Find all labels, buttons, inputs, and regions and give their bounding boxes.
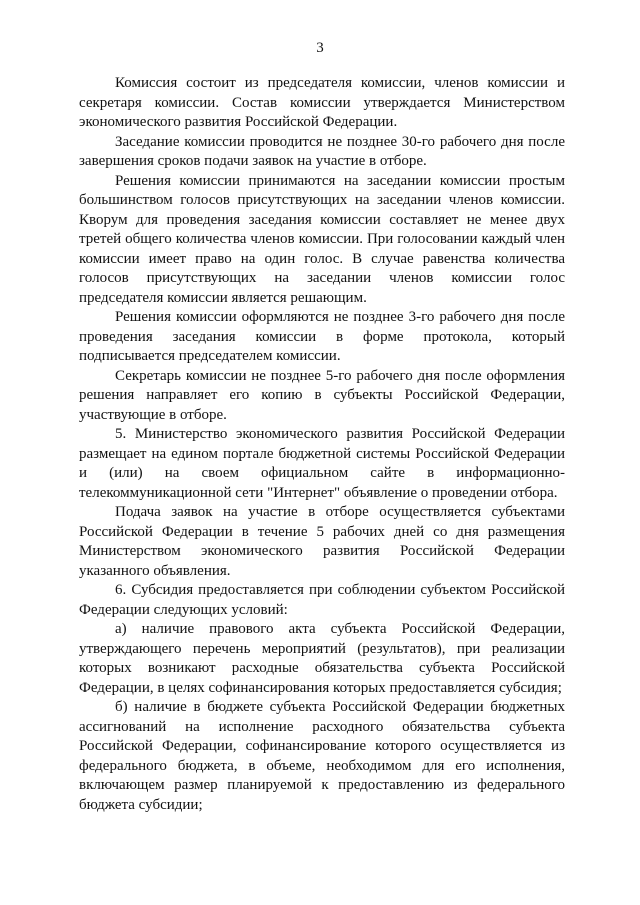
paragraph-item-5: 5. Министерство экономического развития Российской Федерации размещает на едином портале бюджетной системы Российской Федерации и (или) на своем официальном сайте в информационно-телекоммуникационной сети "Интернет" объявление о проведении отбора. — [79, 426, 565, 501]
paragraph-commission-decisions: Решения комиссии принимаются на заседании комиссии простым большинством голосов присутствующих на заседании членов комиссии. Кворум для проведения заседания комиссии составляет не менее двух третей общего количества членов комиссии. При голосовании каждый член комиссии имеет право на один голос. В случае равенства количества голосов присутствующих на заседании членов комиссии голос председателя комиссии является решающим. — [79, 172, 565, 306]
paragraph-item-6: 6. Субсидия предоставляется при соблюдении субъектом Российской Федерации следующих условий: — [79, 582, 565, 618]
paragraph-condition-a: а) наличие правового акта субъекта Российской Федерации, утверждающего перечень мероприятий (результатов), при реализации которых возникают расходные обязательства субъекта Российской Федерации, в целях софинансирования которых предоставляется субсидия; — [79, 621, 565, 696]
paragraph-commission-meeting: Заседание комиссии проводится не позднее 30-го рабочего дня после завершения сроков подачи заявок на участие в отборе. — [79, 133, 565, 169]
page-number: 3 — [316, 40, 324, 56]
paragraph-decision-protocol: Решения комиссии оформляются не позднее 3-го рабочего дня после проведения заседания комиссии в форме протокола, который подписывается председателем комиссии. — [79, 309, 565, 364]
paragraph-secretary-copy: Секретарь комиссии не позднее 5-го рабочего дня после оформления решения направляет его копию в субъекты Российской Федерации, участвующие в отборе. — [79, 367, 565, 423]
paragraph-commission-composition: Комиссия состоит из председателя комиссии, членов комиссии и секретаря комиссии. Состав комиссии утверждается Министерством экономического развития Российской Федерации. — [79, 75, 565, 130]
document-body — [79, 74, 565, 815]
paragraph-application-submission: Подача заявок на участие в отборе осуществляется субъектами Российской Федерации в течение 5 рабочих дней со дня размещения Министерством экономического развития Российской Федерации указанного объявления. — [79, 504, 565, 579]
paragraph-condition-b: б) наличие в бюджете субъекта Российской Федерации бюджетных ассигнований на исполнение расходного обязательства субъекта Российской Федерации, софинансирование которого осуществляется из федерального бюджета, в объеме, необходимом для его исполнения, включающем размер планируемой к предоставлению из федерального бюджета субсидии; — [79, 699, 565, 813]
